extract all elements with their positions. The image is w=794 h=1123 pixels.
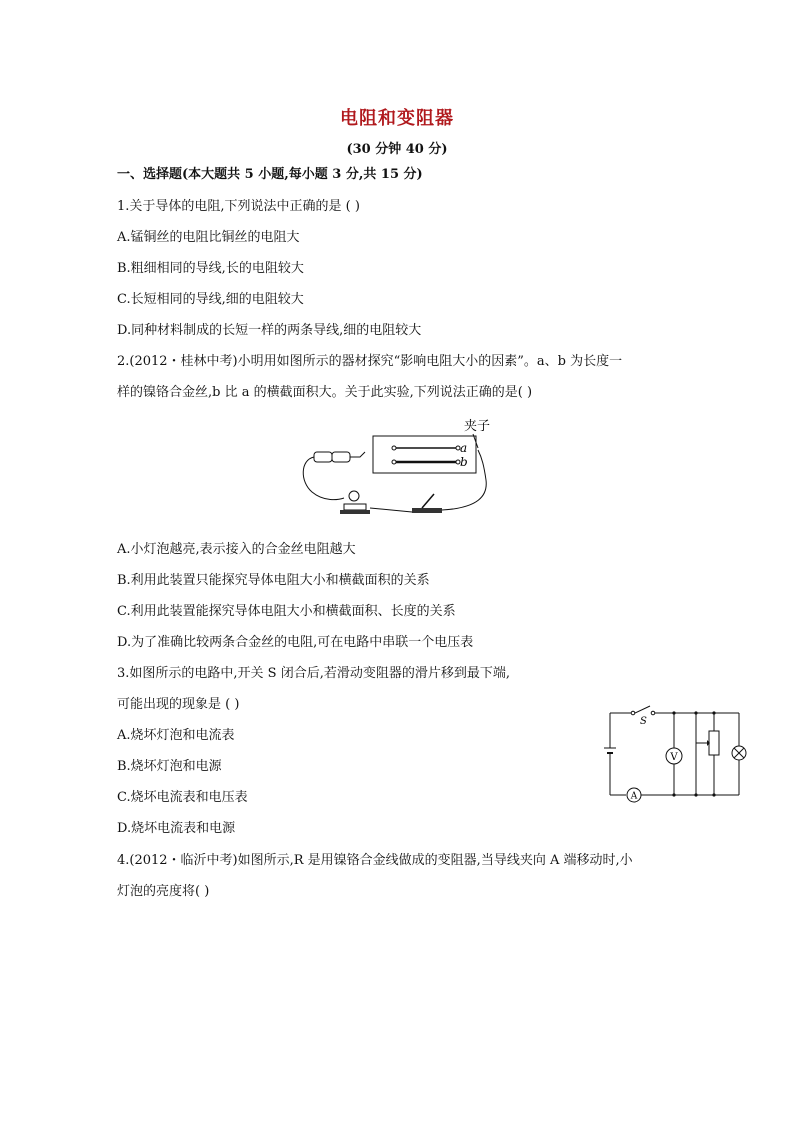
clip-label: 夹子 — [464, 419, 491, 434]
question-2-option-a: A.小灯泡越亮,表示接入的合金丝电阻越大 — [117, 542, 356, 557]
section-heading: 一、选择题(本大题共 5 小题,每小题 3 分,共 15 分) — [117, 167, 423, 182]
question-1-option-d: D.同种材料制成的长短一样的两条导线,细的电阻较大 — [117, 323, 422, 338]
question-3-stem-line1: 3.如图所示的电路中,开关 S 闭合后,若滑动变阻器的滑片移到最下端, — [117, 666, 510, 681]
question-3-stem-line2: 可能出现的现象是 ( ) — [117, 697, 240, 712]
question-1-option-c: C.长短相同的导线,细的电阻较大 — [117, 292, 304, 307]
wire-b-label: b — [460, 455, 468, 469]
question-2-option-c: C.利用此装置能探究导体电阻大小和横截面积、长度的关系 — [117, 604, 456, 619]
question-3-option-a: A.烧坏灯泡和电流表 — [117, 728, 235, 743]
question-1-stem: 1.关于导体的电阻,下列说法中正确的是 ( ) — [117, 199, 360, 214]
question-2-stem-line1: 2.(2012・桂林中考)小明用如图所示的器材探究“影响电阻大小的因素”。a、b 为长度一 — [117, 354, 623, 369]
question-1-option-b: B.粗细相同的导线,长的电阻较大 — [117, 261, 304, 276]
voltmeter-label: V — [670, 752, 678, 763]
switch-label: S — [640, 716, 647, 727]
page-title: 电阻和变阻器 — [340, 108, 454, 129]
question-2-option-d: D.为了准确比较两条合金丝的电阻,可在电路中串联一个电压表 — [117, 635, 474, 650]
lamp-icon — [732, 746, 746, 760]
slider-arrow-icon — [696, 740, 710, 746]
switch-lever — [635, 706, 650, 713]
question-1-option-a: A.锰铜丝的电阻比铜丝的电阻大 — [117, 230, 300, 245]
question-3-option-d: D.烧坏电流表和电源 — [117, 821, 236, 836]
rheostat-icon — [709, 731, 719, 755]
battery-icon — [604, 748, 616, 753]
bulb-icon — [340, 491, 370, 514]
question-4-stem-line2: 灯泡的亮度将( ) — [117, 884, 210, 899]
time-score: (30 分钟 40 分) — [346, 142, 448, 157]
question-3-option-b: B.烧坏灯泡和电源 — [117, 759, 222, 774]
question-2-figure — [298, 416, 498, 518]
question-2-option-b: B.利用此装置只能探究导体电阻大小和横截面积的关系 — [117, 573, 430, 588]
question-3-option-c: C.烧坏电流表和电压表 — [117, 790, 248, 805]
question-4-stem-line1: 4.(2012・临沂中考)如图所示,R 是用镍铬合金线做成的变阻器,当导线夹向 A 端移动时,小 — [117, 853, 633, 868]
switch-icon — [412, 494, 442, 513]
battery — [314, 452, 350, 462]
wire-a-label: a — [460, 441, 468, 455]
question-3-circuit — [602, 704, 752, 804]
ammeter-label: A — [630, 791, 638, 802]
question-2-stem-line2: 样的镍铬合金丝,b 比 a 的横截面积大。关于此实验,下列说法正确的是( ) — [117, 385, 533, 400]
